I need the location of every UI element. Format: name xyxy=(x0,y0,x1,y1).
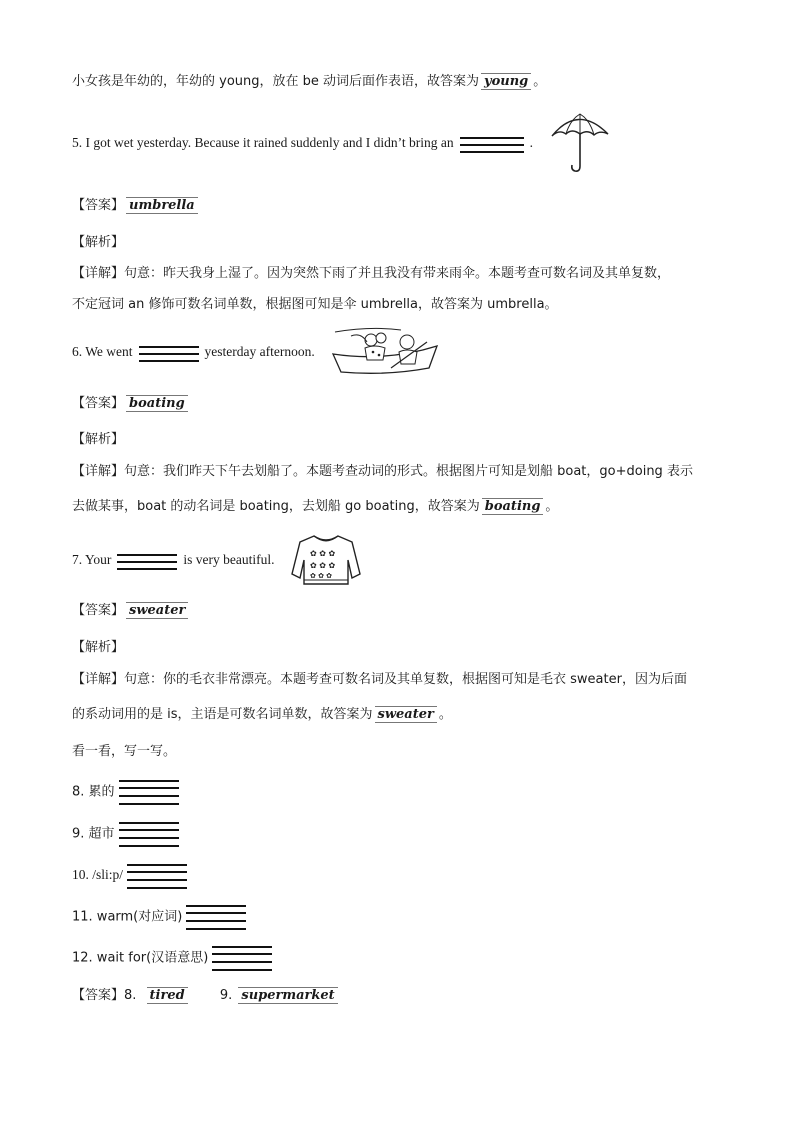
question-12: 12. wait for(汉语意思) xyxy=(72,944,278,972)
handwritten-answer: sweater xyxy=(126,602,188,619)
answer-blank xyxy=(119,778,179,806)
answer-8-9: 【答案】8. tired 9. supermarket xyxy=(72,986,340,1006)
detail-line: 不定冠词 an 修饰可数名词单数，根据图可知是伞 umbrella，故答案为 umbrella。 xyxy=(72,297,558,312)
question-8: 8. 累的 xyxy=(72,778,185,806)
answer-blank xyxy=(127,862,187,890)
boating-children-icon xyxy=(331,322,441,382)
answer-blank xyxy=(186,903,246,931)
analysis-heading: 【解析】 xyxy=(72,640,125,655)
answer-blank xyxy=(139,343,199,363)
handwritten-answer: boating xyxy=(126,395,188,412)
handwritten-answer: sweater xyxy=(375,706,437,723)
analysis-heading: 【解析】 xyxy=(72,235,125,250)
umbrella-icon xyxy=(548,110,612,176)
answer-5: 【答案】 umbrella xyxy=(72,196,200,216)
handwritten-answer: supermarket xyxy=(238,987,337,1004)
question-6: 6. We went yesterday afternoon. xyxy=(72,342,315,363)
detail-line: 【详解】句意：昨天我身上湿了。因为突然下雨了并且我没有带来雨伞。本题考查可数名词及其单复数， xyxy=(72,266,671,281)
sweater-icon xyxy=(290,532,362,588)
handwritten-answer: tired xyxy=(147,987,188,1004)
svg-text:✿ ✿ ✿: ✿ ✿ ✿ xyxy=(310,572,333,580)
question-7: 7. Your is very beautiful. xyxy=(72,550,275,571)
detail-line: 的系动词用的是 is，主语是可数名词单数，故答案为 sweater 。 xyxy=(72,707,452,722)
detail-line: 【详解】句意：你的毛衣非常漂亮。本题考查可数名词及其单复数，根据图可知是毛衣 sweater，因为后面 xyxy=(72,672,687,687)
answer-blank xyxy=(119,820,179,848)
section-heading: 看一看，写一写。 xyxy=(72,744,177,759)
detail-line: 【详解】句意：我们昨天下午去划船了。本题考查动词的形式。根据图片可知是划船 boat，go+doing 表示 xyxy=(72,464,693,479)
question-11: 11. warm(对应词) xyxy=(72,903,252,931)
answer-blank xyxy=(460,134,524,154)
answer-6: 【答案】 boating xyxy=(72,394,190,414)
handwritten-answer: young xyxy=(481,73,531,90)
answer-blank xyxy=(212,944,272,972)
handwritten-answer: umbrella xyxy=(126,197,198,214)
answer-7: 【答案】 sweater xyxy=(72,601,190,621)
question-9: 9. 超市 xyxy=(72,820,185,848)
answer-line-young: 小女孩是年幼的，年幼的 young，放在 be 动词后面作表语，故答案为 young 。 xyxy=(72,74,547,89)
handwritten-answer: boating xyxy=(482,498,544,515)
analysis-heading: 【解析】 xyxy=(72,432,125,447)
svg-text:✿ ✿ ✿: ✿ ✿ ✿ xyxy=(310,549,336,558)
detail-line: 去做某事，boat 的动名词是 boating，去划船 go boating，故答案为 boating 。 xyxy=(72,499,559,514)
question-10: 10. /sli:p/ xyxy=(72,862,193,890)
question-5: 5. I got wet yesterday. Because it rained suddenly and I didn’t bring an . xyxy=(72,133,533,154)
svg-text:✿ ✿ ✿: ✿ ✿ ✿ xyxy=(310,561,336,570)
answer-blank xyxy=(117,551,177,571)
